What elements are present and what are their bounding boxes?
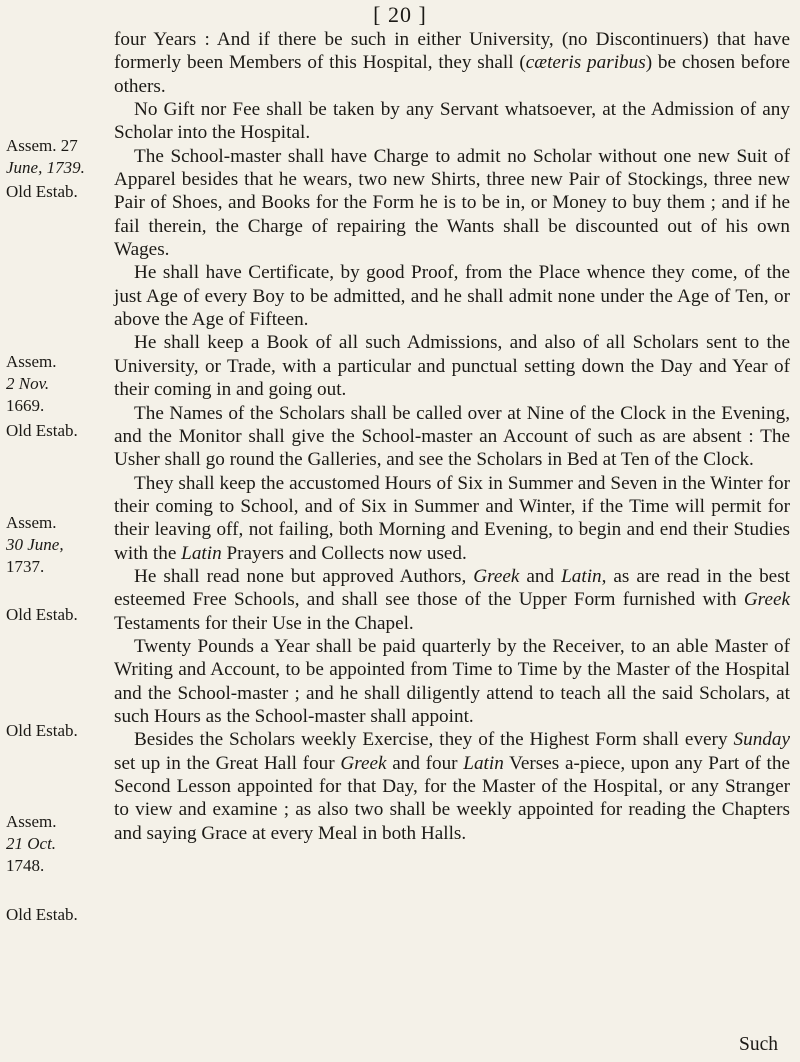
- body-text: [114, 28, 790, 845]
- margin-note: [6, 351, 92, 417]
- margin-note-line: 21 Oct.: [6, 834, 57, 853]
- paragraph: The Names of the Scholars shall be called over at Nine of the Clock in the Evening, and the Monitor shall give the School-master an Account of such as are absent : The Usher shall go round the Galleries, and see the Scholars in Bed at Ten of the Clock.: [114, 402, 790, 471]
- margin-note: [6, 604, 92, 626]
- margin-note-line: Assem.: [6, 513, 57, 532]
- margin-note-line: 1748.: [6, 856, 45, 875]
- margin-note: [6, 720, 92, 742]
- catchword: Such: [739, 1034, 778, 1055]
- margin-note: [6, 811, 92, 877]
- margin-note: [6, 135, 92, 179]
- margin-note-line: Assem.: [6, 812, 57, 831]
- margin-note-line: 2 Nov.: [6, 374, 50, 393]
- paragraph: No Gift nor Fee shall be taken by any Servant whatsoever, at the Admission of any Scholar into the Hospital.: [114, 99, 790, 144]
- margin-note-line: Old Estab.: [6, 605, 78, 624]
- margin-note-line: 1669.: [6, 396, 45, 415]
- margin-note: [6, 181, 92, 203]
- paragraph: They shall keep the accustomed Hours of Six in Summer and Seven in the Winter for their coming to School, and of Six in Summer and Winter, if the Time will permit for their leaving off, not failing, both Morning and Evening, to begin and end their Studies with the Latin Prayers and Collects now used.: [114, 472, 790, 564]
- paragraph: four Years : And if there be such in either University, (no Discontinuers) that have formerly been Members of this Hospital, they shall (cæteris paribus) be chosen before others.: [114, 29, 790, 97]
- paragraph: Twenty Pounds a Year shall be paid quarterly by the Receiver, to an able Master of Writing and Account, to be appointed from Time to Time by the Master of the Hospital and the School-master ; and he shall diligently attend to teach all the said Scholars, at such Hours as the School-master shall appoint.: [114, 635, 790, 727]
- margin-note-line: Old Estab.: [6, 721, 78, 740]
- paragraph: He shall have Certificate, by good Proof, from the Place whence they come, of the just Age of every Boy to be admitted, and he shall admit none under the Age of Ten, or above the Age of Fifteen.: [114, 262, 790, 331]
- paragraph: The School-master shall have Charge to admit no Scholar without one new Suit of Apparel besides that he wears, two new Shirts, three new Pair of Stockings, three new Pair of Shoes, and Books for the Form he is to be in, or Money to buy them ; and if he fail therein, the Charge of repairing the Wants shall be discounted out of his own Wages.: [114, 145, 790, 261]
- margin-note-line: 1737.: [6, 557, 45, 576]
- margin-note-line: Assem. 27: [6, 136, 78, 155]
- margin-note: [6, 904, 92, 926]
- margin-note: [6, 512, 92, 578]
- page-number: [ 20 ]: [373, 2, 427, 27]
- paragraph: He shall keep a Book of all such Admissions, and also of all Scholars sent to the University, or Trade, with a particular and punctual setting down the Day and Year of their coming in and going out.: [114, 332, 790, 401]
- margin-note-line: Old Estab.: [6, 182, 78, 201]
- margin-note-line: Assem.: [6, 352, 57, 371]
- margin-note-line: 30 June,: [6, 535, 64, 554]
- margin-note-line: Old Estab.: [6, 421, 78, 440]
- margin-note-line: June, 1739.: [6, 158, 85, 177]
- margin-note-line: Old Estab.: [6, 905, 78, 924]
- paragraph: He shall read none but approved Authors, Greek and Latin, as are read in the best esteemed Free Schools, and shall see those of the Upper Form furnished with Greek Testaments for their Use in the Chapel.: [114, 565, 790, 634]
- margin-note: [6, 420, 92, 442]
- paragraph: Besides the Scholars weekly Exercise, they of the Highest Form shall every Sunday set up in the Great Hall four Greek and four Latin Verses a-piece, upon any Part of the Second Lesson appointed for that Day, for the Master of the Hospital, or any Stranger to view and examine ; as also two shall be weekly appointed for reading the Chapters and saying Grace at every Meal in both Halls.: [114, 729, 791, 844]
